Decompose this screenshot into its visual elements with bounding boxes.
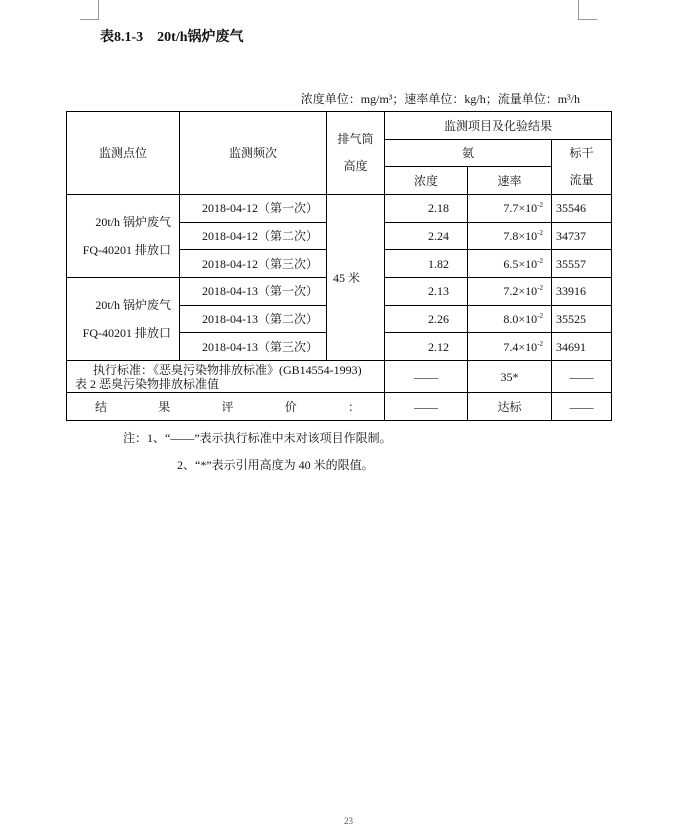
- location-line2: FQ-40201 排放口: [82, 243, 171, 258]
- standard-conc: ——: [385, 361, 468, 393]
- evaluation-label: [67, 393, 385, 421]
- standard-flow: ——: [552, 361, 612, 393]
- location-cell: [67, 278, 180, 361]
- rate-exponent: -2: [537, 312, 543, 321]
- header-ammonia: 氨: [385, 140, 552, 167]
- eval-char: 评: [221, 399, 234, 414]
- location-line2: FQ-40201 排放口: [82, 326, 171, 341]
- header-concentration: 浓度: [385, 167, 468, 195]
- table-row: [67, 195, 612, 223]
- rate-cell: [468, 278, 552, 306]
- frequency-cell: 2018-04-13（第三次）: [180, 333, 327, 361]
- rate-mantissa: 7.7×10: [503, 201, 538, 216]
- location-line1: 20t/h 锅炉废气: [95, 298, 171, 313]
- location-line1: 20t/h 锅炉废气: [95, 215, 171, 230]
- rate-mantissa: 7.4×10: [503, 339, 538, 354]
- header-results: 监测项目及化验结果: [385, 112, 612, 140]
- standard-label: [67, 361, 385, 393]
- rate-mantissa: 8.0×10: [503, 312, 538, 327]
- rate-cell: [468, 305, 552, 333]
- location-cell: [67, 195, 180, 278]
- header-flow: 标干流量: [552, 140, 612, 195]
- frequency-cell: 2018-04-12（第二次）: [180, 222, 327, 250]
- frequency-cell: 2018-04-13（第一次）: [180, 278, 327, 306]
- rate-mantissa: 7.2×10: [503, 284, 538, 299]
- concentration-cell: 1.82: [385, 250, 468, 278]
- flow-cell: 34691: [552, 333, 612, 361]
- eval-char: 结: [95, 399, 108, 414]
- corner-mark-right: [578, 0, 597, 20]
- evaluation-rate: 达标: [468, 393, 552, 421]
- eval-char: 价: [284, 399, 297, 414]
- rate-exponent: -2: [537, 284, 543, 293]
- frequency-cell: 2018-04-12（第一次）: [180, 195, 327, 223]
- rate-cell: [468, 333, 552, 361]
- flow-cell: 35557: [552, 250, 612, 278]
- rate-exponent: -2: [537, 201, 543, 210]
- frequency-cell: 2018-04-13（第二次）: [180, 305, 327, 333]
- header-frequency: 监测频次: [180, 112, 327, 195]
- evaluation-conc: ——: [385, 393, 468, 421]
- rate-exponent: -2: [537, 229, 543, 238]
- flow-cell: 35525: [552, 305, 612, 333]
- evaluation-flow: ——: [552, 393, 612, 421]
- page-number: 23: [344, 816, 353, 826]
- header-stack-height: 排气筒高度: [327, 112, 385, 195]
- header-location: 监测点位: [67, 112, 180, 195]
- corner-mark-left: [80, 0, 99, 20]
- rate-exponent: -2: [537, 256, 543, 265]
- units-note: 浓度单位：mg/m³；速率单位：kg/h；流量单位：m³/h: [300, 92, 580, 106]
- eval-char: 果: [158, 399, 171, 414]
- rate-cell: [468, 250, 552, 278]
- eval-char: ：: [347, 399, 360, 414]
- concentration-cell: 2.18: [385, 195, 468, 223]
- flow-cell: 35546: [552, 195, 612, 223]
- standard-label-line1: 执行标准：《恶臭污染物排放标准》(GB14554-1993): [93, 362, 362, 377]
- concentration-cell: 2.13: [385, 278, 468, 306]
- frequency-cell: 2018-04-12（第三次）: [180, 250, 327, 278]
- table-title: 表8.1-3 20t/h锅炉废气: [100, 30, 244, 45]
- rate-cell: [468, 222, 552, 250]
- rate-cell: [468, 195, 552, 223]
- rate-exponent: -2: [537, 339, 543, 348]
- header-rate: 速率: [468, 167, 552, 195]
- flow-cell: 34737: [552, 222, 612, 250]
- note-1: 注：1、“——”表示执行标准中未对该项目作限制。: [123, 431, 392, 445]
- note-2: 2、“*”表示引用高度为 40 米的限值。: [177, 458, 374, 472]
- concentration-cell: 2.12: [385, 333, 468, 361]
- standard-rate: 35*: [468, 361, 552, 393]
- concentration-cell: 2.24: [385, 222, 468, 250]
- standard-label-line2: 表 2 恶臭污染物排放标准值: [75, 376, 220, 391]
- concentration-cell: 2.26: [385, 305, 468, 333]
- rate-mantissa: 7.8×10: [503, 229, 538, 244]
- flow-cell: 33916: [552, 278, 612, 306]
- monitoring-table: [66, 111, 612, 421]
- rate-mantissa: 6.5×10: [503, 256, 538, 271]
- stack-height-value: 45 米: [327, 195, 385, 361]
